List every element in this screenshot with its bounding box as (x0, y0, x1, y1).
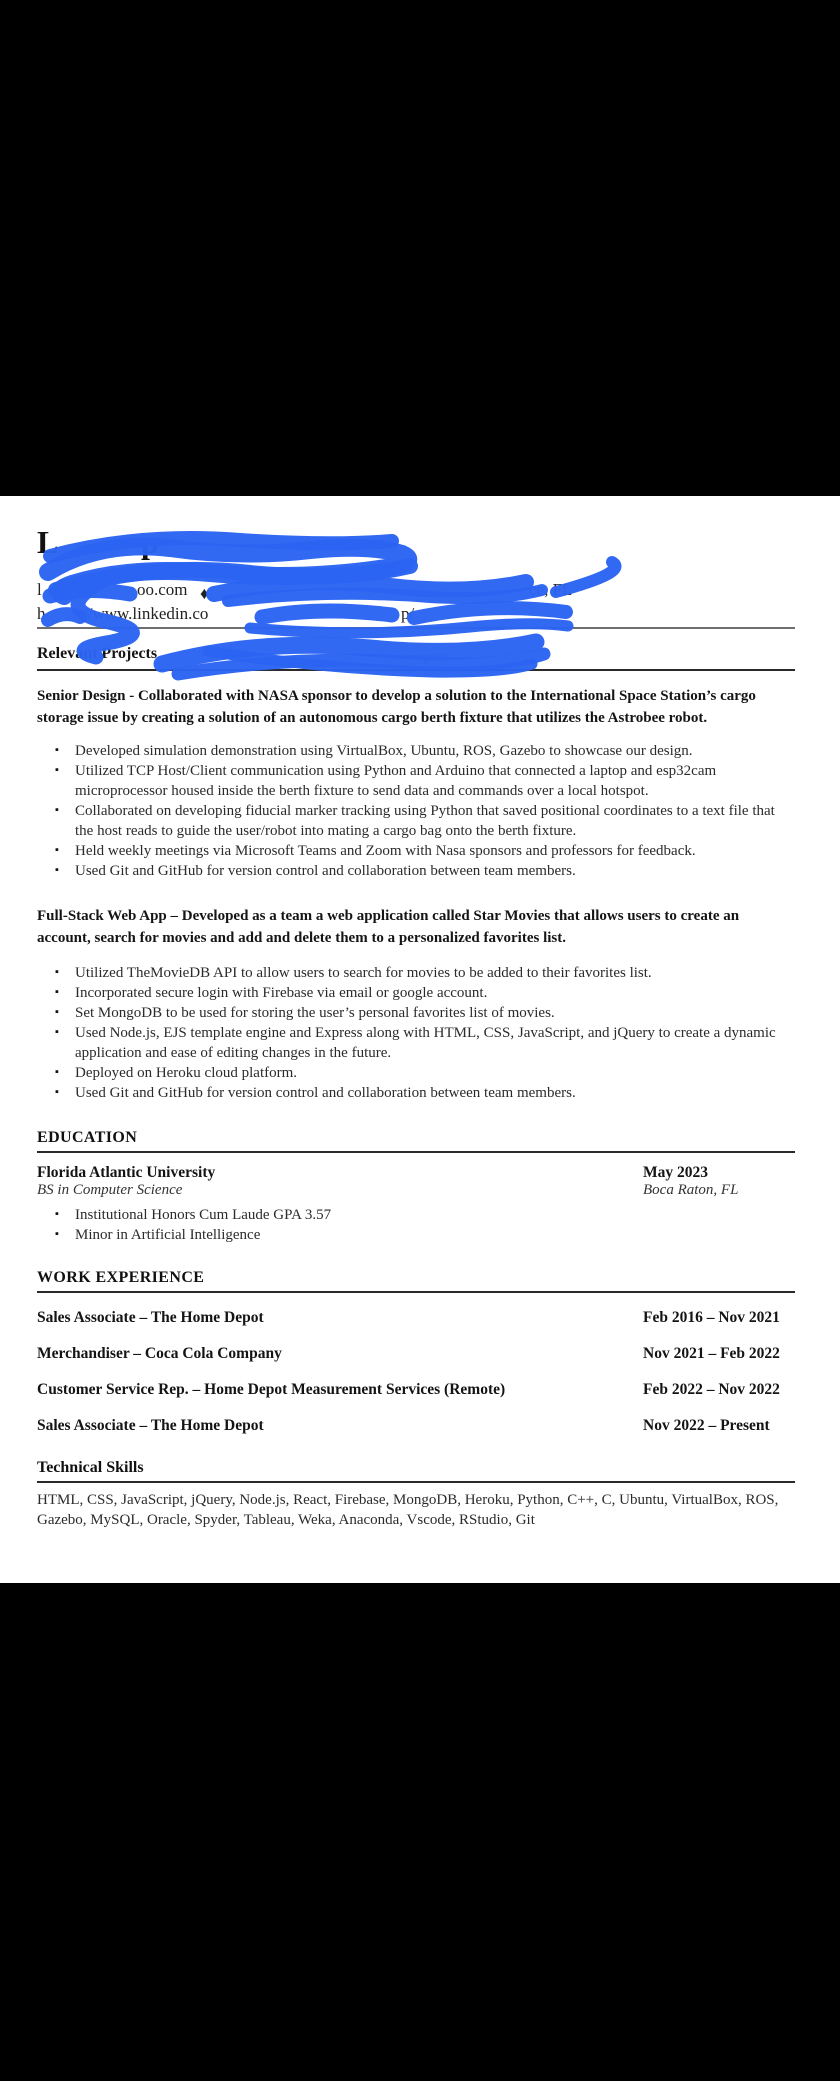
contact-fragment-email: oo.com (137, 580, 188, 599)
name-fragment-left: L (37, 524, 59, 560)
job-dates: Feb 2022 – Nov 2022 (643, 1381, 780, 1398)
projects-section-title: Relevant Projects (37, 645, 158, 662)
school-location: Boca Raton, FL (643, 1182, 739, 1198)
education-row-school (37, 1164, 795, 1182)
senior-design-heading: Senior Design - Collaborated with NASA sponsor to develop a solution to the International Space Station’s cargo storage issue by creating a solution of an autonomous cargo berth fixture that utilizes the Astrobee robot. (37, 688, 756, 726)
list-item (37, 841, 795, 861)
education-section-title: EDUCATION (37, 1129, 138, 1146)
bullet-text: Deployed on Heroku cloud platform. (75, 1065, 298, 1081)
bullet-text: Minor in Artificial Intelligence (75, 1227, 261, 1243)
resume-header (37, 496, 795, 636)
skills-list: HTML, CSS, JavaScript, jQuery, Node.js, React, Firebase, MongoDB, Heroku, Python, C++, C, Ubuntu, VirtualBox, ROS, Gazebo, MySQL, Oracle, Spyder, Tableau, Weka, Anaconda, Vscode, RStudio, Git (37, 1492, 779, 1528)
diamond-separator-icon: ♦ (200, 584, 209, 603)
list-item (37, 1063, 795, 1083)
bullet-text: Set MongoDB to be used for storing the user’s personal favorites list of movies. (75, 1005, 555, 1021)
bullet-icon: ▪ (55, 966, 59, 978)
linkedin-fragment-mid: //www.linkedin.co (83, 604, 209, 623)
job-title: Sales Associate – The Home Depot (37, 1309, 264, 1326)
resume-page (0, 496, 840, 1583)
list-item (37, 983, 795, 1003)
list-item (37, 1225, 795, 1245)
fullstack-heading: Full-Stack Web App – Developed as a team a web application called Star Movies that allows users to create an account, search for movies and add and delete them to a personalized favorites list. (37, 908, 740, 946)
job-row (37, 1309, 795, 1327)
job-dates: Nov 2021 – Feb 2022 (643, 1345, 780, 1362)
bullet-text: Developed simulation demonstration using VirtualBox, Ubuntu, ROS, Gazebo to showcase our design. (75, 743, 693, 759)
list-item (37, 1205, 795, 1225)
name-fragment-right: p (141, 524, 159, 560)
bullet-text: Utilized TheMovieDB API to allow users to search for movies to be added to their favorites list. (75, 965, 652, 981)
bottom-letterbox (0, 1583, 840, 2081)
bullet-text: Institutional Honors Cum Laude GPA 3.57 (75, 1207, 332, 1223)
skills-section-title: Technical Skills (37, 1459, 144, 1476)
bullet-icon: ▪ (55, 744, 59, 756)
bullet-text: Held weekly meetings via Microsoft Teams and Zoom with Nasa sponsors and professors for feedback. (75, 843, 696, 859)
bullet-text: Used Git and GitHub for version control and collaboration between team members. (75, 1085, 576, 1101)
bullet-text: Utilized TCP Host/Client communication using Python and Arduino that connected a laptop and esp32cam microprocessor housed inside the berth fixture to send data and commands over a local hotspot. (75, 763, 717, 799)
linkedin-fragment-start: h (37, 604, 46, 623)
bullet-icon: ▪ (55, 804, 59, 816)
job-title: Merchandiser – Coca Cola Company (37, 1345, 282, 1362)
bullet-text: Collaborated on developing fiducial marker tracking using Python that saved positional coordinates to a text file that the host reads to guide the user/robot into mating a cargo bag onto the berth fixture. (75, 803, 775, 839)
bullet-icon: ▪ (55, 1066, 59, 1078)
resume-content (37, 496, 795, 1583)
bullet-text: Incorporated secure login with Firebase via email or google account. (75, 985, 488, 1001)
bullet-icon: ▪ (55, 864, 59, 876)
job-title: Sales Associate – The Home Depot (37, 1417, 264, 1434)
bullet-icon: ▪ (55, 764, 59, 776)
projects-divider (37, 669, 795, 671)
bullet-icon: ▪ (55, 1006, 59, 1018)
bullet-icon: ▪ (55, 1026, 59, 1038)
work-divider (37, 1291, 795, 1293)
projects-link-fragment[interactable]: =reposit (407, 649, 450, 664)
header-divider (37, 627, 795, 629)
bullet-icon: ▪ (55, 1208, 59, 1220)
bullet-icon: ▪ (55, 1228, 59, 1240)
bullet-icon: ▪ (55, 986, 59, 998)
job-row (37, 1381, 795, 1399)
bullet-icon: ▪ (55, 844, 59, 856)
graduation-date: May 2023 (643, 1164, 709, 1181)
list-item (37, 761, 795, 801)
degree-name: BS in Computer Science (37, 1182, 183, 1198)
fullstack-bullets (37, 963, 795, 1103)
job-dates: Nov 2022 – Present (643, 1417, 770, 1434)
school-name: Florida Atlantic University (37, 1164, 216, 1181)
contact-fragment-location: ce, FL (529, 580, 573, 599)
education-bullets (37, 1205, 795, 1245)
bullet-icon: ▪ (55, 1086, 59, 1098)
projects-header-row (37, 645, 795, 666)
job-row (37, 1345, 795, 1363)
list-item (37, 861, 795, 881)
job-dates: Feb 2016 – Nov 2021 (643, 1309, 780, 1326)
list-item (37, 963, 795, 983)
education-row-degree (37, 1182, 795, 1199)
education-divider (37, 1151, 795, 1153)
list-item (37, 1003, 795, 1023)
bullet-text: Used Node.js, EJS template engine and Express along with HTML, CSS, JavaScript, and jQuery to create a dynamic application and ease of editing changes in the future. (75, 1025, 776, 1061)
senior-design-bullets (37, 741, 795, 881)
list-item (37, 801, 795, 841)
contact-fragment-start: l (37, 580, 42, 599)
job-row (37, 1417, 795, 1435)
list-item (37, 1083, 795, 1103)
bullet-text: Used Git and GitHub for version control and collaboration between team members. (75, 863, 576, 879)
skills-divider (37, 1481, 795, 1483)
work-section-title: WORK EXPERIENCE (37, 1269, 205, 1286)
top-letterbox (0, 0, 840, 496)
job-title: Customer Service Rep. – Home Depot Measurement Services (Remote) (37, 1381, 506, 1398)
linkedin-fragment-end: p/ (401, 604, 415, 623)
list-item (37, 1023, 795, 1063)
list-item (37, 741, 795, 761)
